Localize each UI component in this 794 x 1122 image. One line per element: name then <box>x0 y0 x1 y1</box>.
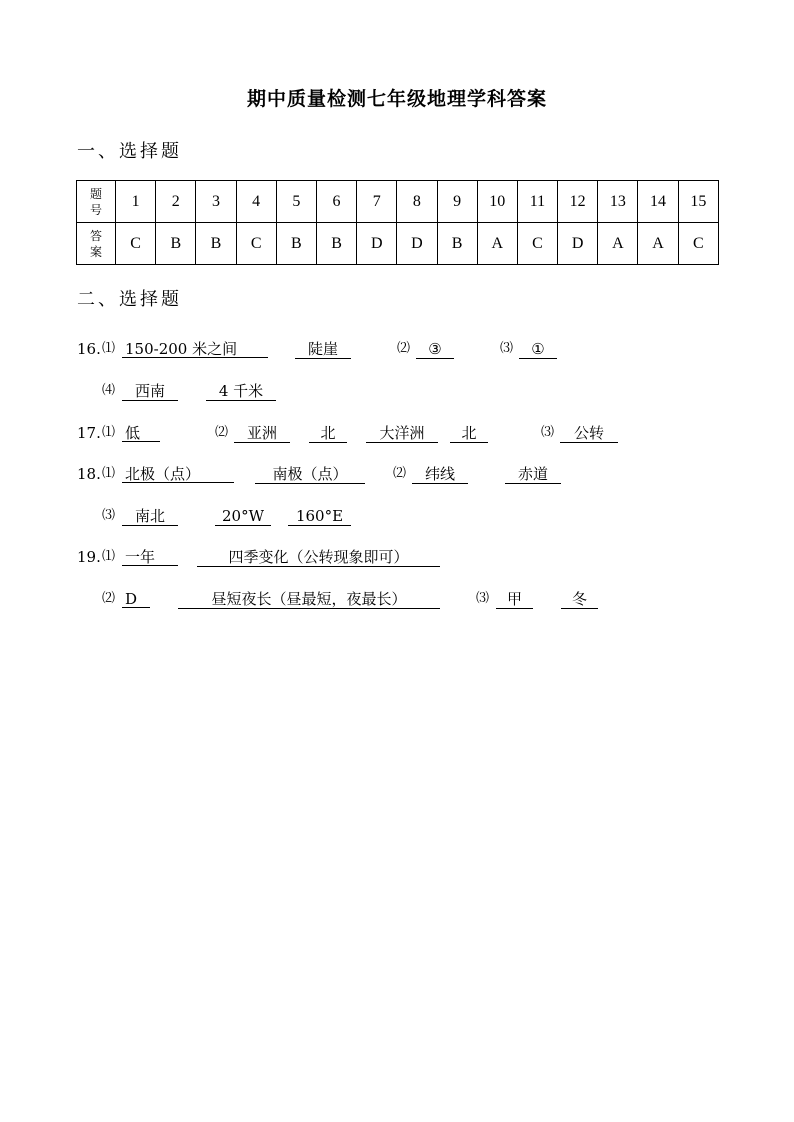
question-number: 8 <box>397 181 437 223</box>
answer-blank: 陡崖 <box>295 338 351 359</box>
part-marker: ⑴ <box>102 341 116 356</box>
part-marker: ⑵ <box>397 341 411 356</box>
section-heading-answers: 二、选择题 <box>77 289 182 310</box>
part-marker: ⑴ <box>102 425 116 440</box>
answer-cell: C <box>678 223 718 265</box>
part-marker: ⑵ <box>393 466 407 481</box>
answer-blank: 低 <box>122 422 160 442</box>
answer-cell: D <box>558 223 598 265</box>
question-number: 2 <box>156 181 196 223</box>
answer-blank: 纬线 <box>412 463 468 484</box>
row-label-char: 答 <box>89 228 102 243</box>
question-number-18: 18. <box>77 465 101 483</box>
question-number: 5 <box>276 181 316 223</box>
part-marker: ⑷ <box>102 383 116 398</box>
answer-blank: 四季变化（公转现象即可） <box>197 546 440 567</box>
answer-cell: D <box>357 223 397 265</box>
row-label-char: 题 <box>89 186 102 201</box>
part-marker: ⑴ <box>102 466 116 481</box>
answer-blank: D <box>122 588 150 608</box>
answer-cell: B <box>276 223 316 265</box>
question-number-17: 17. <box>77 424 101 442</box>
answer-cell: B <box>156 223 196 265</box>
part-marker: ⑶ <box>476 591 490 606</box>
answer-blank: 北极（点） <box>122 463 234 483</box>
part-marker: ⑶ <box>500 341 514 356</box>
part-marker: ⑵ <box>102 591 116 606</box>
answer-blank: 北 <box>309 422 347 443</box>
question-number: 6 <box>316 181 356 223</box>
answer-cell: B <box>196 223 236 265</box>
row-label-char: 案 <box>89 244 102 259</box>
answer-cell: C <box>236 223 276 265</box>
answer-cell: D <box>397 223 437 265</box>
answer-blank: 西南 <box>122 380 178 401</box>
row-label-answer <box>77 223 116 265</box>
question-number-16: 16. <box>77 340 101 358</box>
question-number: 7 <box>357 181 397 223</box>
answer-cell: B <box>437 223 477 265</box>
question-number: 11 <box>517 181 557 223</box>
part-marker: ⑶ <box>541 425 555 440</box>
question-number: 1 <box>116 181 156 223</box>
answer-cell: C <box>116 223 156 265</box>
question-number: 14 <box>638 181 678 223</box>
answer-blank: 20°W <box>215 505 271 526</box>
question-number-19: 19. <box>77 548 101 566</box>
answer-cell: A <box>477 223 517 265</box>
answer-blank: 赤道 <box>505 463 561 484</box>
answer-blank: 亚洲 <box>234 422 290 443</box>
answer-blank: 大洋洲 <box>366 422 438 443</box>
answer-blank: 一年 <box>122 546 178 566</box>
answer-blank: 昼短夜长（昼最短，夜最长） <box>178 588 440 609</box>
answer-blank: 150-200 米之间 <box>122 338 268 358</box>
section-heading-choice: 一、选择题 <box>77 141 182 162</box>
answer-cell: A <box>638 223 678 265</box>
row-label-char: 号 <box>89 202 102 217</box>
answer-blank: 南北 <box>122 505 178 526</box>
question-number: 9 <box>437 181 477 223</box>
answer-blank: 公转 <box>560 422 618 443</box>
question-number: 12 <box>558 181 598 223</box>
answer-blank: ③ <box>416 338 454 359</box>
answer-blank: ① <box>519 338 557 359</box>
question-number: 13 <box>598 181 638 223</box>
answer-cell: A <box>598 223 638 265</box>
answer-row <box>77 223 719 265</box>
answer-blank: 北 <box>450 422 488 443</box>
page-title: 期中质量检测七年级地理学科答案 <box>246 88 547 110</box>
answer-blank: 160°E <box>288 505 351 526</box>
question-number-row <box>77 181 719 223</box>
question-number: 4 <box>236 181 276 223</box>
part-marker: ⑴ <box>102 549 116 564</box>
answer-blank: 甲 <box>496 588 533 609</box>
answer-blank: 冬 <box>561 588 598 609</box>
answer-blank: 4 千米 <box>206 380 276 401</box>
question-number: 3 <box>196 181 236 223</box>
part-marker: ⑵ <box>215 425 229 440</box>
row-label-number <box>77 181 116 223</box>
answer-cell: C <box>517 223 557 265</box>
question-number: 15 <box>678 181 718 223</box>
answer-blank: 南极（点） <box>255 463 365 484</box>
answer-table <box>76 180 719 265</box>
question-number: 10 <box>477 181 517 223</box>
part-marker: ⑶ <box>102 508 116 523</box>
answer-cell: B <box>316 223 356 265</box>
